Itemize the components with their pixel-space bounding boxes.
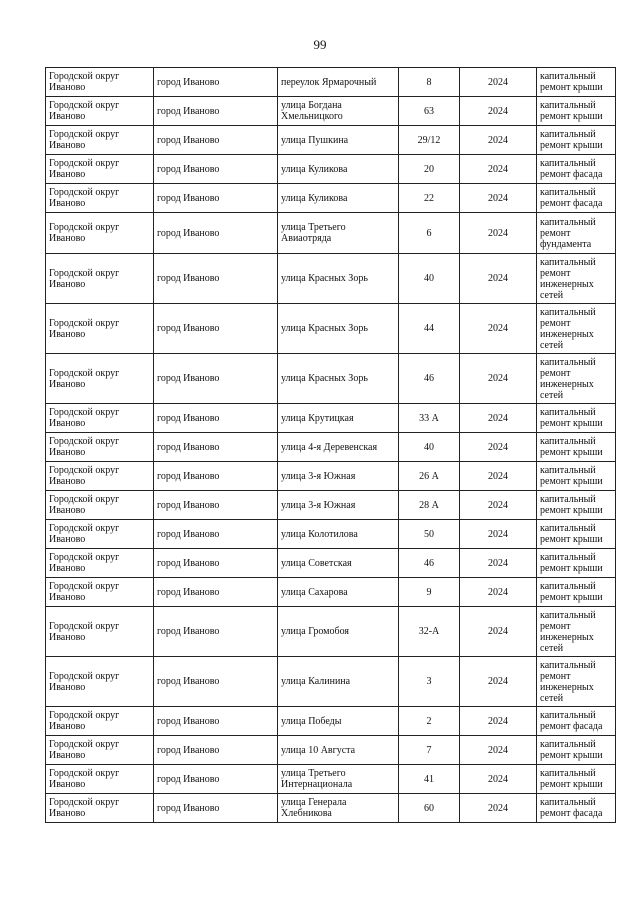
street-cell: переулок Ярмарочный xyxy=(278,68,399,97)
table-row xyxy=(46,68,616,97)
street-cell: улица Сахарова xyxy=(278,578,399,607)
district-cell: Городской округ Иваново xyxy=(46,657,154,707)
year-cell: 2024 xyxy=(460,354,537,404)
year-cell: 2024 xyxy=(460,491,537,520)
work-type-cell: капитальный ремонт крыши xyxy=(537,433,616,462)
year-cell: 2024 xyxy=(460,184,537,213)
district-cell: Городской округ Иваново xyxy=(46,404,154,433)
year-cell: 2024 xyxy=(460,707,537,736)
street-cell: улица Богдана Хмельницкого xyxy=(278,97,399,126)
city-cell: город Иваново xyxy=(154,97,278,126)
work-type-cell: капитальный ремонт фундамента xyxy=(537,213,616,254)
table-row xyxy=(46,520,616,549)
street-cell: улица 3-я Южная xyxy=(278,491,399,520)
year-cell: 2024 xyxy=(460,549,537,578)
house-number-cell: 40 xyxy=(399,433,460,462)
year-cell: 2024 xyxy=(460,462,537,491)
house-number-cell: 46 xyxy=(399,549,460,578)
district-cell: Городской округ Иваново xyxy=(46,578,154,607)
year-cell: 2024 xyxy=(460,304,537,354)
district-cell: Городской округ Иваново xyxy=(46,607,154,657)
house-number-cell: 40 xyxy=(399,254,460,304)
year-cell: 2024 xyxy=(460,578,537,607)
table-row xyxy=(46,578,616,607)
table-row xyxy=(46,404,616,433)
district-cell: Городской округ Иваново xyxy=(46,549,154,578)
district-cell: Городской округ Иваново xyxy=(46,462,154,491)
district-cell: Городской округ Иваново xyxy=(46,354,154,404)
street-cell: улица 4-я Деревенская xyxy=(278,433,399,462)
work-type-cell: капитальный ремонт крыши xyxy=(537,404,616,433)
table-row xyxy=(46,184,616,213)
table-row xyxy=(46,433,616,462)
city-cell: город Иваново xyxy=(154,765,278,794)
table-row xyxy=(46,549,616,578)
table-row xyxy=(46,707,616,736)
city-cell: город Иваново xyxy=(154,462,278,491)
work-type-cell: капитальный ремонт инженерных сетей xyxy=(537,354,616,404)
repair-registry-table xyxy=(45,67,616,823)
work-type-cell: капитальный ремонт крыши xyxy=(537,462,616,491)
house-number-cell: 28 А xyxy=(399,491,460,520)
year-cell: 2024 xyxy=(460,254,537,304)
district-cell: Городской округ Иваново xyxy=(46,304,154,354)
city-cell: город Иваново xyxy=(154,549,278,578)
city-cell: город Иваново xyxy=(154,520,278,549)
street-cell: улица 3-я Южная xyxy=(278,462,399,491)
year-cell: 2024 xyxy=(460,607,537,657)
street-cell: улица Генерала Хлебникова xyxy=(278,794,399,823)
year-cell: 2024 xyxy=(460,155,537,184)
district-cell: Городской округ Иваново xyxy=(46,155,154,184)
work-type-cell: капитальный ремонт крыши xyxy=(537,491,616,520)
street-cell: улица Колотилова xyxy=(278,520,399,549)
street-cell: улица Третьего Авиаотряда xyxy=(278,213,399,254)
work-type-cell: капитальный ремонт крыши xyxy=(537,549,616,578)
house-number-cell: 22 xyxy=(399,184,460,213)
district-cell: Городской округ Иваново xyxy=(46,794,154,823)
table-row xyxy=(46,462,616,491)
house-number-cell: 7 xyxy=(399,736,460,765)
house-number-cell: 50 xyxy=(399,520,460,549)
city-cell: город Иваново xyxy=(154,578,278,607)
work-type-cell: капитальный ремонт инженерных сетей xyxy=(537,607,616,657)
house-number-cell: 46 xyxy=(399,354,460,404)
table-row xyxy=(46,736,616,765)
street-cell: улица Красных Зорь xyxy=(278,354,399,404)
table-row xyxy=(46,657,616,707)
city-cell: город Иваново xyxy=(154,707,278,736)
year-cell: 2024 xyxy=(460,97,537,126)
city-cell: город Иваново xyxy=(154,184,278,213)
house-number-cell: 3 xyxy=(399,657,460,707)
street-cell: улица Крутицкая xyxy=(278,404,399,433)
street-cell: улица Победы xyxy=(278,707,399,736)
work-type-cell: капитальный ремонт крыши xyxy=(537,765,616,794)
city-cell: город Иваново xyxy=(154,155,278,184)
street-cell: улица Калинина xyxy=(278,657,399,707)
year-cell: 2024 xyxy=(460,520,537,549)
house-number-cell: 33 А xyxy=(399,404,460,433)
city-cell: город Иваново xyxy=(154,68,278,97)
street-cell: улица Куликова xyxy=(278,155,399,184)
city-cell: город Иваново xyxy=(154,254,278,304)
house-number-cell: 60 xyxy=(399,794,460,823)
year-cell: 2024 xyxy=(460,736,537,765)
house-number-cell: 6 xyxy=(399,213,460,254)
district-cell: Городской округ Иваново xyxy=(46,433,154,462)
street-cell: улица Советская xyxy=(278,549,399,578)
district-cell: Городской округ Иваново xyxy=(46,707,154,736)
district-cell: Городской округ Иваново xyxy=(46,254,154,304)
work-type-cell: капитальный ремонт инженерных сетей xyxy=(537,657,616,707)
table-row xyxy=(46,491,616,520)
table-row xyxy=(46,155,616,184)
district-cell: Городской округ Иваново xyxy=(46,126,154,155)
city-cell: город Иваново xyxy=(154,736,278,765)
table-body xyxy=(46,68,616,823)
city-cell: город Иваново xyxy=(154,354,278,404)
year-cell: 2024 xyxy=(460,213,537,254)
street-cell: улица Куликова xyxy=(278,184,399,213)
table-row xyxy=(46,304,616,354)
house-number-cell: 29/12 xyxy=(399,126,460,155)
house-number-cell: 41 xyxy=(399,765,460,794)
house-number-cell: 63 xyxy=(399,97,460,126)
house-number-cell: 26 А xyxy=(399,462,460,491)
city-cell: город Иваново xyxy=(154,657,278,707)
city-cell: город Иваново xyxy=(154,126,278,155)
year-cell: 2024 xyxy=(460,404,537,433)
city-cell: город Иваново xyxy=(154,794,278,823)
district-cell: Городской округ Иваново xyxy=(46,68,154,97)
work-type-cell: капитальный ремонт фасада xyxy=(537,794,616,823)
house-number-cell: 9 xyxy=(399,578,460,607)
work-type-cell: капитальный ремонт крыши xyxy=(537,97,616,126)
city-cell: город Иваново xyxy=(154,404,278,433)
work-type-cell: капитальный ремонт крыши xyxy=(537,578,616,607)
district-cell: Городской округ Иваново xyxy=(46,97,154,126)
work-type-cell: капитальный ремонт фасада xyxy=(537,707,616,736)
work-type-cell: капитальный ремонт фасада xyxy=(537,155,616,184)
district-cell: Городской округ Иваново xyxy=(46,520,154,549)
district-cell: Городской округ Иваново xyxy=(46,765,154,794)
table-row xyxy=(46,97,616,126)
district-cell: Городской округ Иваново xyxy=(46,213,154,254)
work-type-cell: капитальный ремонт крыши xyxy=(537,126,616,155)
year-cell: 2024 xyxy=(460,794,537,823)
house-number-cell: 20 xyxy=(399,155,460,184)
city-cell: город Иваново xyxy=(154,607,278,657)
page-number: 99 xyxy=(313,37,327,52)
table-row xyxy=(46,126,616,155)
city-cell: город Иваново xyxy=(154,433,278,462)
street-cell: улица Красных Зорь xyxy=(278,254,399,304)
house-number-cell: 44 xyxy=(399,304,460,354)
year-cell: 2024 xyxy=(460,433,537,462)
house-number-cell: 8 xyxy=(399,68,460,97)
work-type-cell: капитальный ремонт инженерных сетей xyxy=(537,304,616,354)
work-type-cell: капитальный ремонт фасада xyxy=(537,184,616,213)
table-row xyxy=(46,607,616,657)
street-cell: улица Пушкина xyxy=(278,126,399,155)
work-type-cell: капитальный ремонт крыши xyxy=(537,68,616,97)
year-cell: 2024 xyxy=(460,657,537,707)
year-cell: 2024 xyxy=(460,68,537,97)
district-cell: Городской округ Иваново xyxy=(46,491,154,520)
table-row xyxy=(46,794,616,823)
table-row xyxy=(46,254,616,304)
street-cell: улица 10 Августа xyxy=(278,736,399,765)
district-cell: Городской округ Иваново xyxy=(46,184,154,213)
house-number-cell: 32-А xyxy=(399,607,460,657)
year-cell: 2024 xyxy=(460,126,537,155)
district-cell: Городской округ Иваново xyxy=(46,736,154,765)
table-row xyxy=(46,765,616,794)
work-type-cell: капитальный ремонт крыши xyxy=(537,520,616,549)
city-cell: город Иваново xyxy=(154,491,278,520)
table-row xyxy=(46,354,616,404)
city-cell: город Иваново xyxy=(154,213,278,254)
year-cell: 2024 xyxy=(460,765,537,794)
street-cell: улица Громобоя xyxy=(278,607,399,657)
city-cell: город Иваново xyxy=(154,304,278,354)
work-type-cell: капитальный ремонт крыши xyxy=(537,736,616,765)
table-row xyxy=(46,213,616,254)
work-type-cell: капитальный ремонт инженерных сетей xyxy=(537,254,616,304)
house-number-cell: 2 xyxy=(399,707,460,736)
street-cell: улица Третьего Интернационала xyxy=(278,765,399,794)
street-cell: улица Красных Зорь xyxy=(278,304,399,354)
